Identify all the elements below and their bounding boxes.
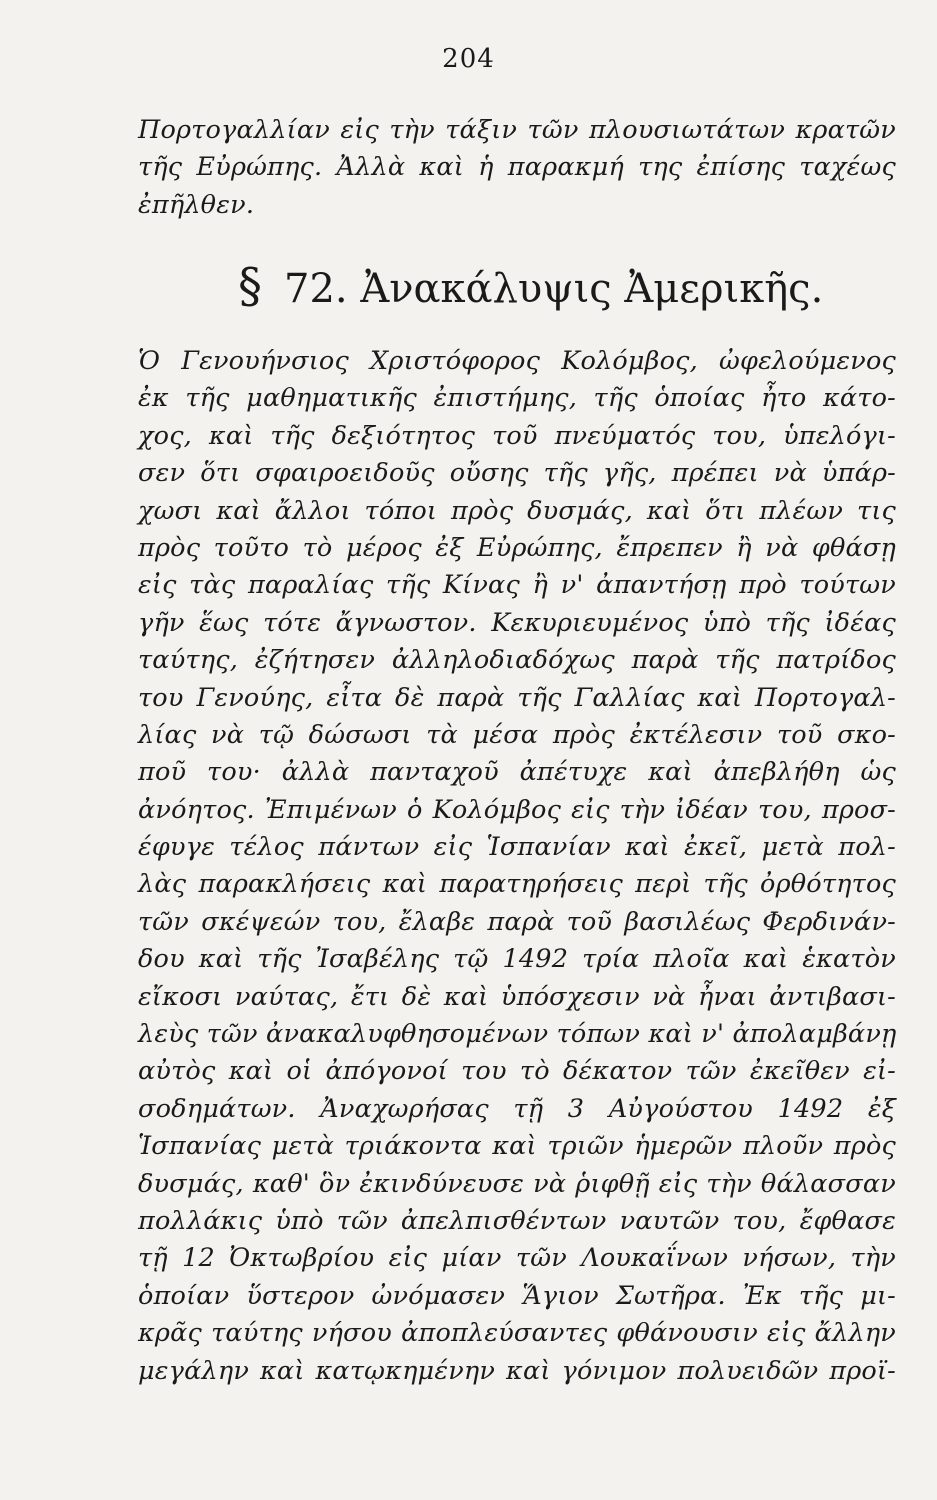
text-line: δου καὶ τῆς Ἰσαβέλης τῷ 1492 τρία πλοῖα καὶ ἑκατὸν: [138, 944, 896, 975]
text-line: χος, καὶ τῆς δεξιότητος τοῦ πνεύματός του, ὑπελόγι-: [138, 420, 896, 451]
text-line: εἴκοσι ναύτας, ἔτι δὲ καὶ ὑπόσχεσιν νὰ ἦναι ἀντιβασι-: [138, 981, 896, 1012]
text-line: εἰς τὰς παραλίας τῆς Κίνας ἢ ν' ἀπαντήσῃ πρὸ τούτων: [138, 570, 896, 601]
text-line: τῇ 12 Ὀκτωβρίου εἰς μίαν τῶν Λουκαΐνων νήσων, τὴν: [138, 1243, 896, 1274]
text-line: χωσι καὶ ἄλλοι τόποι πρὸς δυσμάς, καὶ ὅτι πλέων τις: [138, 495, 896, 526]
section-sign: §: [238, 258, 262, 314]
text-line: ἀνόητος. Ἐπιμένων ὁ Κολόμβος εἰς τὴν ἰδέαν του, προσ-: [138, 794, 896, 825]
text-line: μεγάλην καὶ κατῳκημένην καὶ γόνιμον πολυειδῶν προϊ-: [138, 1355, 896, 1386]
text-line: έφυγε τέλος πάντων εἰς Ἱσπανίαν καὶ ἐκεῖ, μετὰ πολ-: [138, 832, 896, 863]
text-line: τῆς Εὐρώπης. Ἀλλὰ καὶ ἡ παρακμή της ἐπίσης ταχέως: [138, 152, 896, 183]
text-line: σοδημάτων. Ἀναχωρήσας τῇ 3 Αὐγούστου 1492 ἐξ: [138, 1093, 896, 1124]
text-line: Ἱσπανίας μετὰ τριάκοντα καὶ τριῶν ἡμερῶν πλοῦν πρὸς: [138, 1131, 896, 1162]
text-line: αὐτὸς καὶ οἱ ἀπόγονοί του τὸ δέκατον τῶν ἐκεῖθεν εἰ-: [138, 1056, 896, 1087]
text-line: Ὁ Γενουήνσιος Χριστόφορος Κολόμβος, ὠφελούμενος: [138, 346, 896, 376]
text-line: λεὺς τῶν ἀνακαλυφθησομένων τόπων καὶ ν' ἀπολαμβάνῃ: [138, 1019, 897, 1050]
main-paragraph: [138, 343, 896, 1390]
text-line: ἐπῆλθεν.: [138, 189, 255, 220]
text-line: Πορτογαλλίαν εἰς τὴν τάξιν τῶν πλουσιωτάτων κρατῶν: [138, 115, 896, 145]
text-line: ταύτης, ἐζήτησεν ἀλληλοδιαδόχως παρὰ τῆς πατρίδος: [138, 645, 896, 676]
text-line: γῆν ἕως τότε ἄγνωστον. Κεκυριευμένος ὑπὸ τῆς ἰδέας: [138, 607, 896, 638]
section-heading: [238, 258, 824, 314]
intro-paragraph: [138, 112, 896, 224]
text-line: κρᾶς ταύτης νήσου ἀποπλεύσαντες φθάνουσιν εἰς ἄλλην: [138, 1318, 896, 1349]
text-line: δυσμάς, καθ' ὃν ἐκινδύνευσε νὰ ῥιφθῇ εἰς τὴν θάλασσαν: [138, 1168, 896, 1199]
text-line: του Γενούης, εἶτα δὲ παρὰ τῆς Γαλλίας καὶ Πορτογαλ-: [138, 682, 896, 713]
page-number: 204: [442, 44, 495, 74]
text-line: ποῦ του· ἀλλὰ πανταχοῦ ἀπέτυχε καὶ ἀπεβλήθη ὡς: [138, 757, 896, 788]
text-line: πρὸς τοῦτο τὸ μέρος ἐξ Εὐρώπης, ἔπρεπεν ἢ νὰ φθάσῃ: [138, 532, 896, 563]
text-line: λὰς παρακλήσεις καὶ παρατηρήσεις περὶ τῆς ὀρθότητος: [138, 869, 896, 900]
section-title: 72. Ἀνακάλυψις Ἀμερικῆς.: [284, 266, 824, 312]
text-line: ἐκ τῆς μαθηματικῆς ἐπιστήμης, τῆς ὁποίας ἦτο κάτο-: [138, 383, 896, 414]
text-line: τῶν σκέψεών του, ἔλαβε παρὰ τοῦ βασιλέως Φερδινάν-: [138, 906, 896, 937]
text-line: ὁποίαν ὕστερον ὠνόμασεν Ἅγιον Σωτῆρα. Ἐκ τῆς μι-: [138, 1280, 896, 1311]
text-line: σεν ὅτι σφαιροειδοῦς οὔσης τῆς γῆς, πρέπει νὰ ὑπάρ-: [138, 458, 896, 489]
text-line: πολλάκις ὑπὸ τῶν ἀπελπισθέντων ναυτῶν του, ἔφθασε: [138, 1205, 896, 1236]
text-line: λίας νὰ τῷ δώσωσι τὰ μέσα πρὸς ἐκτέλεσιν τοῦ σκο-: [138, 719, 896, 750]
